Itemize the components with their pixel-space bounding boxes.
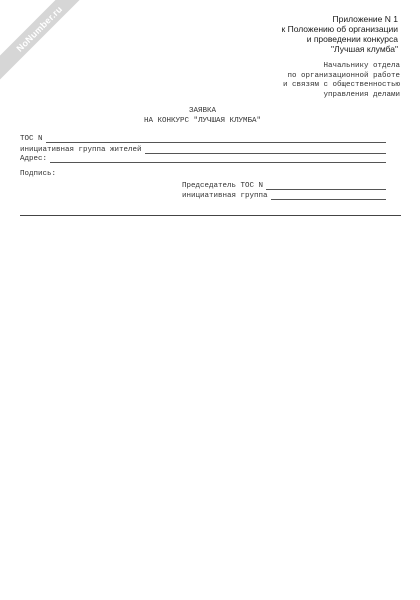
chairman-sign-row xyxy=(182,181,386,191)
watermark-text: NoNumber.ru xyxy=(14,3,64,54)
tos-fill-line[interactable] xyxy=(46,141,386,143)
group-sign-row xyxy=(182,191,386,201)
addressee-line: и связям с общественностью xyxy=(282,81,400,89)
chairman-label: Председатель ТОС N xyxy=(182,182,264,190)
title-line-1: ЗАЯВКА xyxy=(188,107,216,115)
addressee-block xyxy=(190,62,400,100)
addressee-line: управления делами xyxy=(323,90,400,99)
appendix-line: "Лучшая клумба" xyxy=(331,44,398,54)
appendix-line: к Положению об организации xyxy=(281,24,398,34)
document-title xyxy=(20,107,385,126)
tos-field-row xyxy=(20,134,386,144)
group-label: инициативная группа жителей xyxy=(20,146,142,154)
watermark-ribbon xyxy=(0,0,105,95)
bottom-divider xyxy=(20,215,401,216)
chairman-sign-line[interactable] xyxy=(266,188,386,190)
tos-label: ТОС N xyxy=(20,135,43,143)
address-fill-line[interactable] xyxy=(50,161,386,163)
group-sign-label: инициативная группа xyxy=(182,192,268,200)
group-sign-line[interactable] xyxy=(271,198,386,200)
addressee-line: по организационной работе xyxy=(287,71,400,80)
address-field-row xyxy=(20,154,386,164)
address-label: Адрес: xyxy=(20,155,48,163)
appendix-line: и проведении конкурса xyxy=(306,34,398,44)
title-line-2: НА КОНКУРС "ЛУЧШАЯ КЛУМБА" xyxy=(143,116,262,125)
signature-label: Подпись: xyxy=(20,170,57,178)
appendix-line: Приложение N 1 xyxy=(332,14,398,24)
addressee-line: Начальнику отдела xyxy=(323,62,400,70)
appendix-reference xyxy=(198,14,398,54)
